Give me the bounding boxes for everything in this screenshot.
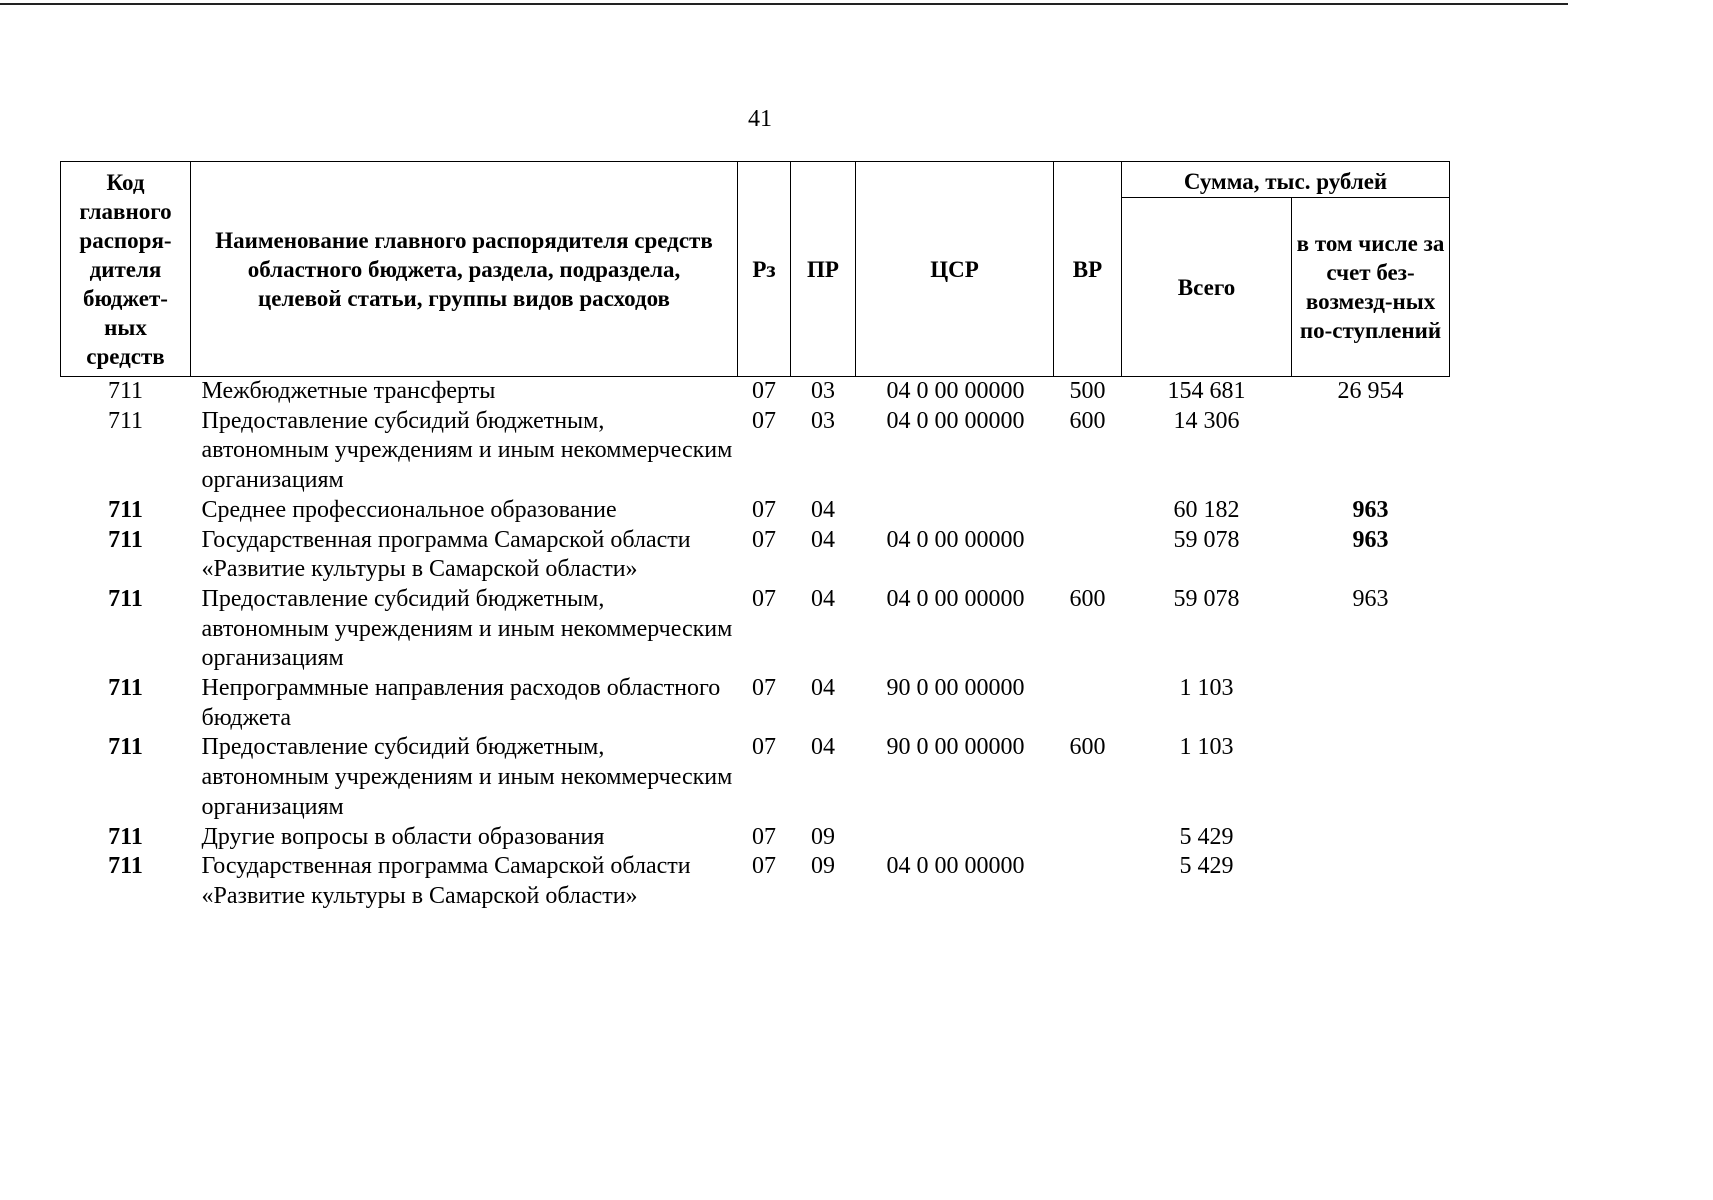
row-name: Государственная программа Самарской области «Развитие культуры в Самарской области» [201,853,691,909]
row-free [1292,407,1450,496]
row-total: 5 429 [1179,823,1234,850]
row-csr [856,823,1054,853]
row-csr: 04 0 00 00000 [886,407,1025,434]
row-pr: 04 [811,585,835,612]
row-free: 963 [1352,496,1389,523]
row-csr [856,496,1054,526]
row-csr: 04 0 00 00000 [886,585,1025,612]
row-free: 963 [1352,526,1389,553]
row-code: 711 [108,526,143,553]
row-name: Другие вопросы в области образования [201,823,605,850]
row-name: Среднее профессиональное образование [201,496,617,523]
row-total: 14 306 [1173,407,1240,434]
row-rz: 07 [752,496,776,523]
header-sum: Сумма, тыс. рублей [1122,162,1450,198]
row-pr: 03 [811,378,835,404]
row-total: 59 078 [1173,585,1240,612]
row-pr: 04 [811,526,835,553]
row-rz: 07 [752,853,776,880]
table-row [61,585,1450,674]
row-code: 711 [107,378,144,404]
row-code: 711 [108,675,143,702]
row-code: 711 [107,407,144,434]
row-total: 1 103 [1179,734,1234,761]
row-code: 711 [108,585,143,612]
row-rz: 07 [752,407,776,434]
header-free: в том числе за счет без-возмезд-ных по-ступлений [1292,198,1450,377]
row-free [1292,823,1450,853]
row-csr: 04 0 00 00000 [886,378,1025,404]
row-rz: 07 [752,675,776,702]
row-rz: 07 [752,823,776,850]
row-free: 26 954 [1337,378,1404,404]
header-code: Код главного распоря-дителя бюджет-ных средств [61,162,191,377]
row-csr: 04 0 00 00000 [886,853,1025,880]
row-free [1292,674,1450,733]
row-rz: 07 [752,585,776,612]
row-rz: 07 [752,378,776,404]
page-number: 41 [748,106,772,132]
row-vr [1054,823,1122,853]
row-code: 711 [108,734,143,761]
row-csr: 90 0 00 00000 [886,734,1025,761]
row-name: Предоставление субсидий бюджетным, автономным учреждениям и иным некоммерческим организациям [201,734,733,820]
row-vr [1054,674,1122,733]
header-pr: ПР [791,162,856,377]
row-csr: 04 0 00 00000 [886,526,1025,553]
row-total: 60 182 [1173,496,1240,523]
row-vr [1054,852,1122,911]
row-pr: 09 [811,823,835,850]
header-vr: ВР [1054,162,1122,377]
table-row [61,407,1450,496]
header-csr: ЦСР [856,162,1054,377]
row-total: 1 103 [1179,675,1234,702]
table-row [61,852,1450,911]
row-name: Предоставление субсидий бюджетным, автономным учреждениям и иным некоммерческим организациям [201,407,733,494]
row-pr: 04 [811,734,835,761]
row-vr: 500 [1069,378,1106,404]
row-pr: 03 [811,407,835,434]
row-free: 963 [1352,585,1389,612]
row-csr: 90 0 00 00000 [886,675,1025,702]
row-name: Предоставление субсидий бюджетным, автономным учреждениям и иным некоммерческим организациям [201,585,733,672]
row-vr [1054,496,1122,526]
row-name: Непрограммные направления расходов областного бюджета [201,675,721,731]
row-total: 59 078 [1173,526,1240,553]
row-vr: 600 [1069,585,1106,612]
row-total: 154 681 [1167,378,1246,404]
row-rz: 07 [752,526,776,553]
row-code: 711 [108,823,143,850]
row-pr: 04 [811,496,835,523]
table-row [61,674,1450,733]
row-total: 5 429 [1179,853,1234,880]
row-pr: 09 [811,853,835,880]
table-row [61,496,1450,526]
row-pr: 04 [811,675,835,702]
table-row [61,823,1450,853]
header-total: Всего [1122,198,1292,377]
row-vr [1054,526,1122,585]
top-rule [0,3,1568,5]
row-name: Межбюджетные трансферты [201,378,496,404]
header-name: Наименование главного распорядителя средств областного бюджета, раздела, подраздела, целевой статьи, группы видов расходов [191,162,738,377]
table-row [61,733,1450,822]
row-free [1292,733,1450,822]
row-code: 711 [108,496,143,523]
row-free [1292,852,1450,911]
row-code: 711 [108,853,143,880]
header-row [61,162,1450,198]
table-row [61,526,1450,585]
row-rz: 07 [752,734,776,761]
row-vr: 600 [1069,734,1106,761]
header-rz: Рз [738,162,791,377]
table-row [61,377,1450,407]
row-vr: 600 [1069,407,1106,434]
row-name: Государственная программа Самарской области «Развитие культуры в Самарской области» [201,526,691,583]
budget-table [60,161,1450,912]
